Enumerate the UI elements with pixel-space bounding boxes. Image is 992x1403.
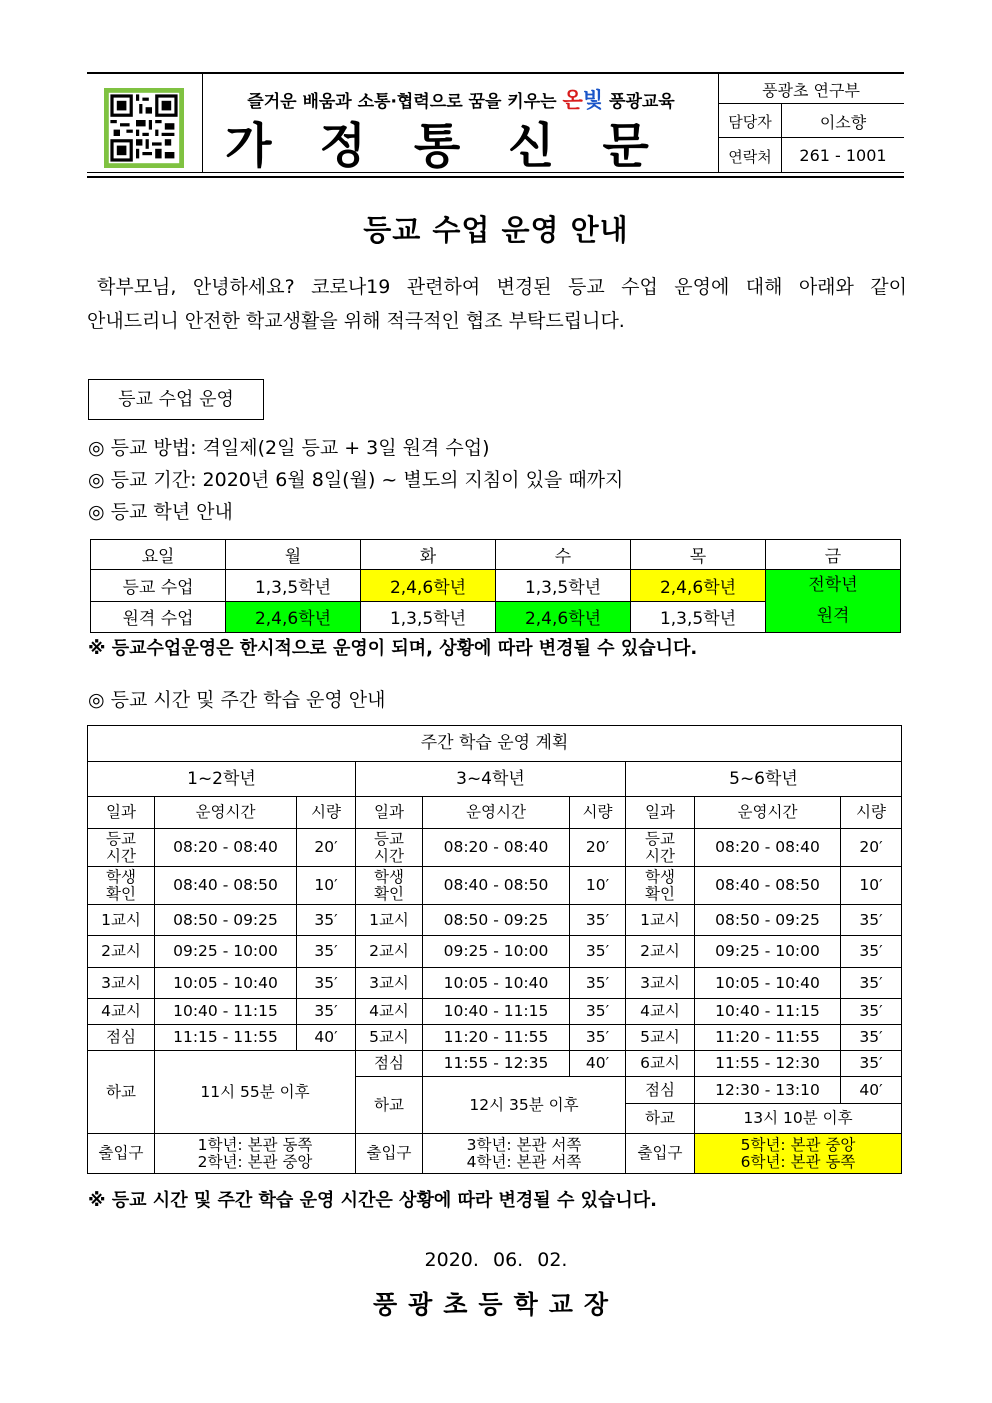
duration-cell: 35′ <box>841 936 902 968</box>
dismiss-time: 12시 35분 이후 <box>423 1077 626 1134</box>
period-cell: 4교시 <box>356 999 423 1025</box>
duration-cell: 35′ <box>297 999 356 1025</box>
gate-label: 출입구 <box>356 1134 423 1174</box>
page-title: 등교 수업 운영 안내 <box>363 213 629 247</box>
duration-cell: 35′ <box>570 936 626 968</box>
slogan-pre: 즐거운 배움과 소통·협력으로 꿈을 키우는 <box>247 92 557 112</box>
duration-cell: 20′ <box>841 829 902 867</box>
period-arrival <box>88 829 155 867</box>
header-thu: 목 <box>631 540 766 570</box>
period-line-1: 등교 <box>106 829 136 848</box>
time-cell: 10:40 - 11:15 <box>155 999 297 1025</box>
cell-grade: 1,3,5학년 <box>496 570 631 602</box>
time-cell: 08:50 - 09:25 <box>423 905 570 936</box>
gate-line-2: 6학년: 본관 동쪽 <box>740 1152 856 1171</box>
duration-cell: 20′ <box>570 829 626 867</box>
group-1-2: 1~2학년 <box>88 762 356 797</box>
gate-cell-highlight <box>695 1134 902 1174</box>
duration-cell: 10′ <box>841 867 902 905</box>
time-cell: 10:40 - 11:15 <box>423 999 570 1025</box>
duration-cell: 35′ <box>841 905 902 936</box>
col-duration: 시량 <box>841 797 902 829</box>
note-schedule-change: ※ 등교 시간 및 주간 학습 운영 시간은 상황에 따라 변경될 수 있습니다. <box>88 1190 658 1211</box>
duration-cell: 35′ <box>841 968 902 999</box>
header-mon: 월 <box>226 540 361 570</box>
table-row <box>91 570 901 602</box>
table-row <box>88 797 902 829</box>
period-cell: 점심 <box>356 1051 423 1077</box>
period-arrival <box>356 829 423 867</box>
time-cell: 08:40 - 08:50 <box>695 867 841 905</box>
slogan-bit: 빛 <box>582 88 604 112</box>
masthead-title: 가정통신문 <box>225 118 697 174</box>
time-cell: 08:20 - 08:40 <box>155 829 297 867</box>
period-cell: 1교시 <box>88 905 155 936</box>
gate-line-1: 1학년: 본관 동쪽 <box>197 1135 313 1154</box>
time-cell: 11:55 - 12:30 <box>695 1051 841 1077</box>
duration-cell: 40′ <box>297 1025 356 1051</box>
period-cell: 2교시 <box>88 936 155 968</box>
duration-cell: 10′ <box>570 867 626 905</box>
group-5-6: 5~6학년 <box>626 762 902 797</box>
period-line-1: 학생 <box>645 867 675 886</box>
period-cell: 3교시 <box>356 968 423 999</box>
table-row <box>88 968 902 999</box>
duration-cell: 40′ <box>841 1077 902 1104</box>
duration-cell: 35′ <box>297 968 356 999</box>
intro-line-2: 안내드리니 안전한 학교생활을 위해 적극적인 협조 부탁드립니다. <box>87 310 625 332</box>
note-temporary: ※ 등교수업운영은 한시적으로 운영이 되며, 상황에 따라 변경될 수 있습니다. <box>88 638 698 659</box>
time-cell: 08:20 - 08:40 <box>423 829 570 867</box>
cell-grade: 2,4,6학년 <box>361 570 496 602</box>
gate-cell <box>155 1134 356 1174</box>
time-cell: 09:25 - 10:00 <box>155 936 297 968</box>
time-cell: 08:20 - 08:40 <box>695 829 841 867</box>
gate-cell <box>423 1134 626 1174</box>
time-cell: 12:30 - 13:10 <box>695 1077 841 1104</box>
cell-friday-remote <box>766 570 901 633</box>
table-row <box>88 999 902 1025</box>
principal-signature: 풍광초등학교장 <box>372 1290 620 1319</box>
period-line-1: 등교 <box>645 829 675 848</box>
period-cell: 1교시 <box>626 905 695 936</box>
period-cell: 점심 <box>88 1025 155 1051</box>
period-cell: 5교시 <box>626 1025 695 1051</box>
period-cell: 하교 <box>356 1077 423 1134</box>
time-cell: 08:50 - 09:25 <box>155 905 297 936</box>
period-line-1: 학생 <box>374 867 404 886</box>
intro-line-1: 학부모님, 안녕하세요? 코로나19 관련하여 변경된 등교 수업 운영에 대해 아래와 같이 <box>97 276 907 298</box>
duration-cell: 35′ <box>570 968 626 999</box>
duration-cell: 20′ <box>297 829 356 867</box>
gate-label: 출입구 <box>88 1134 155 1174</box>
period-cell: 2교시 <box>626 936 695 968</box>
period-cell: 6교시 <box>626 1051 695 1077</box>
period-line-1: 학생 <box>106 867 136 886</box>
period-line-1: 등교 <box>374 829 404 848</box>
schedule-title: 주간 학습 운영 계획 <box>88 726 902 762</box>
table-row <box>88 905 902 936</box>
contact-box-divider <box>718 137 904 138</box>
period-cell: 5교시 <box>356 1025 423 1051</box>
time-cell: 09:25 - 10:00 <box>423 936 570 968</box>
header-fri: 금 <box>766 540 901 570</box>
slogan-post: 풍광교육 <box>609 92 675 112</box>
period-line-2: 확인 <box>645 884 675 903</box>
col-time: 운영시간 <box>423 797 570 829</box>
period-line-2: 시간 <box>374 846 404 865</box>
period-line-2: 시간 <box>645 846 675 865</box>
period-cell: 하교 <box>88 1051 155 1134</box>
duration-cell: 35′ <box>841 1051 902 1077</box>
period-cell: 4교시 <box>626 999 695 1025</box>
header-wed: 수 <box>496 540 631 570</box>
col-duration: 시량 <box>570 797 626 829</box>
duration-cell: 35′ <box>841 999 902 1025</box>
period-cell: 3교시 <box>626 968 695 999</box>
manager-label: 담당자 <box>728 113 772 131</box>
cell-grade: 1,3,5학년 <box>361 601 496 633</box>
period-line-2: 확인 <box>106 884 136 903</box>
slogan-on: 온 <box>562 88 583 112</box>
col-period: 일과 <box>88 797 155 829</box>
header-tue: 화 <box>361 540 496 570</box>
dismiss-time: 11시 55분 이후 <box>155 1051 356 1134</box>
cell-grade: 1,3,5학년 <box>226 570 361 602</box>
duration-cell: 35′ <box>570 1025 626 1051</box>
cell-grade: 2,4,6학년 <box>631 570 766 602</box>
department-name: 풍광초 연구부 <box>762 81 860 100</box>
table-row <box>88 1025 902 1051</box>
time-cell: 11:55 - 12:35 <box>423 1051 570 1077</box>
time-cell: 11:15 - 11:55 <box>155 1025 297 1051</box>
friday-line-1: 전학년 <box>808 575 858 595</box>
time-cell: 08:50 - 09:25 <box>695 905 841 936</box>
group-3-4: 3~4학년 <box>356 762 626 797</box>
bullet-grade-guide: ◎ 등교 학년 안내 <box>88 501 233 523</box>
manager-name: 이소향 <box>819 113 867 132</box>
duration-cell: 35′ <box>297 936 356 968</box>
period-cell: 점심 <box>626 1077 695 1104</box>
gate-label: 출입구 <box>626 1134 695 1174</box>
duration-cell: 10′ <box>297 867 356 905</box>
cell-grade: 1,3,5학년 <box>631 601 766 633</box>
dismiss-time: 13시 10분 이후 <box>695 1104 902 1134</box>
duration-cell: 35′ <box>570 905 626 936</box>
duration-cell: 35′ <box>570 999 626 1025</box>
time-cell: 11:20 - 11:55 <box>423 1025 570 1051</box>
col-period: 일과 <box>626 797 695 829</box>
contact-box-divider <box>718 103 904 104</box>
gate-line-2: 4학년: 본관 서쪽 <box>466 1152 582 1171</box>
table-row <box>91 540 901 570</box>
duration-cell: 35′ <box>297 905 356 936</box>
section-heading-box: 등교 수업 운영 <box>88 379 264 420</box>
gate-line-2: 2학년: 본관 중앙 <box>197 1152 313 1171</box>
period-check <box>356 867 423 905</box>
time-cell: 10:05 - 10:40 <box>155 968 297 999</box>
gate-line-1: 5학년: 본관 중앙 <box>740 1135 856 1154</box>
table-row <box>88 1051 902 1077</box>
friday-line-2: 원격 <box>816 606 850 626</box>
row-label: 원격 수업 <box>91 601 226 633</box>
period-cell: 2교시 <box>356 936 423 968</box>
gate-line-1: 3학년: 본관 서쪽 <box>466 1135 582 1154</box>
contact-number: 261 - 1001 <box>799 146 887 165</box>
grade-schedule-table <box>90 539 901 633</box>
bullet-period: ◎ 등교 기간: 2020년 6월 8일(월) ~ 별도의 지침이 있을 때까지 <box>88 469 624 491</box>
time-cell: 11:20 - 11:55 <box>695 1025 841 1051</box>
table-row <box>88 829 902 867</box>
col-duration: 시량 <box>297 797 356 829</box>
weekly-schedule-table <box>87 725 902 1174</box>
contact-label: 연락처 <box>728 148 772 166</box>
period-check <box>88 867 155 905</box>
qr-code-icon[interactable] <box>104 88 184 168</box>
period-arrival <box>626 829 695 867</box>
table-row <box>88 762 902 797</box>
time-cell: 08:40 - 08:50 <box>155 867 297 905</box>
row-label: 등교 수업 <box>91 570 226 602</box>
table-row <box>88 726 902 762</box>
issue-date: 2020. 06. 02. <box>424 1249 568 1271</box>
period-cell: 4교시 <box>88 999 155 1025</box>
duration-cell: 40′ <box>570 1051 626 1077</box>
period-cell: 1교시 <box>356 905 423 936</box>
time-cell: 08:40 - 08:50 <box>423 867 570 905</box>
period-check <box>626 867 695 905</box>
time-cell: 10:05 - 10:40 <box>695 968 841 999</box>
col-time: 운영시간 <box>695 797 841 829</box>
bullet-method: ◎ 등교 방법: 격일제(2일 등교 + 3일 원격 수업) <box>88 437 490 459</box>
bullet-schedule: ◎ 등교 시간 및 주간 학습 운영 안내 <box>88 689 386 711</box>
col-period: 일과 <box>356 797 423 829</box>
cell-grade: 2,4,6학년 <box>496 601 631 633</box>
header-slogan <box>205 84 717 114</box>
intro-paragraph <box>87 270 907 338</box>
table-row <box>88 867 902 905</box>
time-cell: 09:25 - 10:00 <box>695 936 841 968</box>
time-cell: 10:05 - 10:40 <box>423 968 570 999</box>
header-bottom-rule-thick <box>87 176 904 178</box>
table-row <box>88 936 902 968</box>
cell-grade: 2,4,6학년 <box>226 601 361 633</box>
duration-cell: 35′ <box>841 1025 902 1051</box>
period-line-2: 확인 <box>374 884 404 903</box>
table-row <box>88 1134 902 1174</box>
time-cell: 10:40 - 11:15 <box>695 999 841 1025</box>
period-line-2: 시간 <box>106 846 136 865</box>
header-day: 요일 <box>91 540 226 570</box>
period-cell: 3교시 <box>88 968 155 999</box>
col-time: 운영시간 <box>155 797 297 829</box>
period-cell: 하교 <box>626 1104 695 1134</box>
